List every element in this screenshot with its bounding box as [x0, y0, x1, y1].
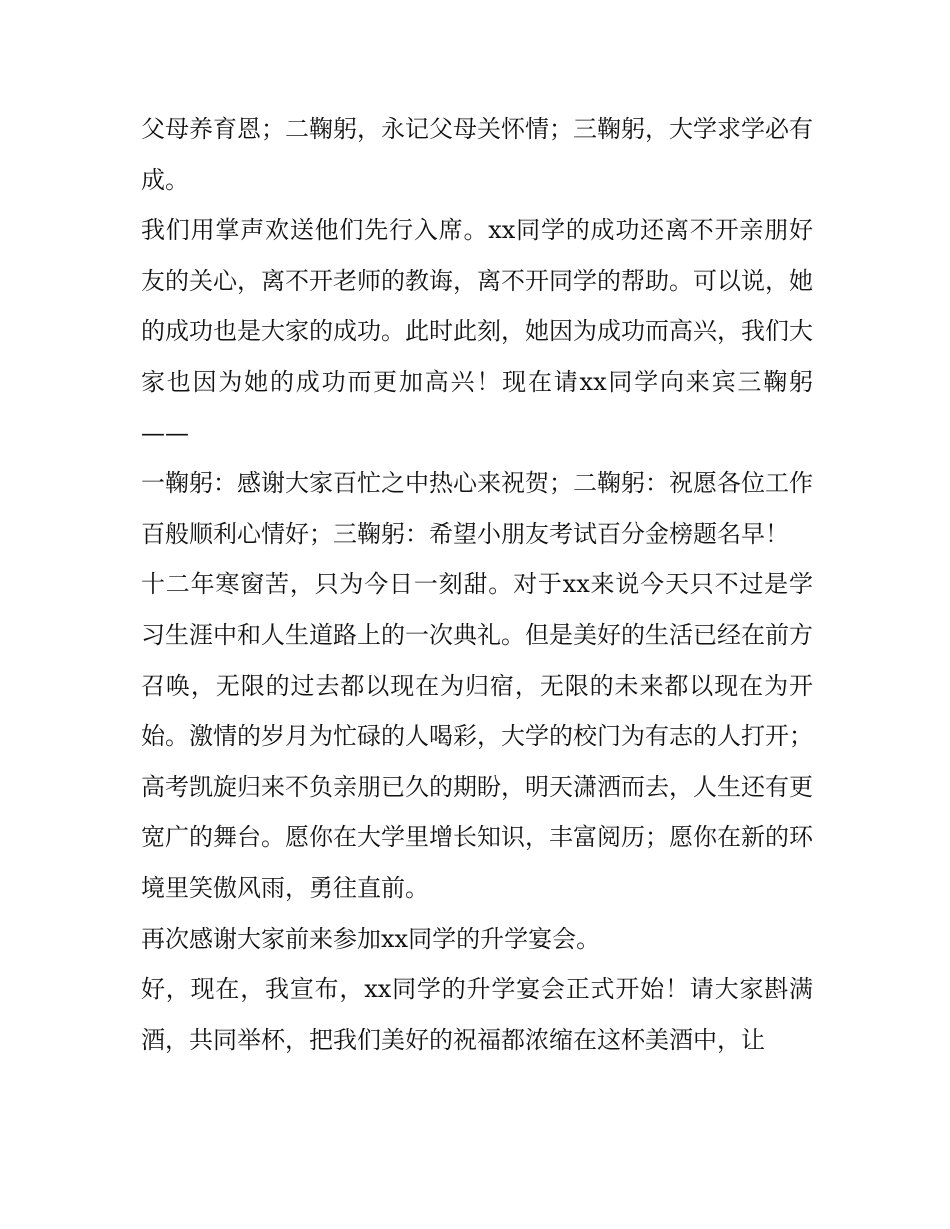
paragraph-4: 十二年寒窗苦，只为今日一刻甜。对于xx来说今天只不过是学习生涯中和人生道路上的一次典礼。但是美好的生活已经在前方召唤，无限的过去都以现在为归宿，无限的未来都以现在为开始。激情的岁月为忙碌的人喝彩，大学的校门为有志的人打开；高考凯旋归来不负亲朋已久的期盼，明天潇洒而去，人生还有更宽广的舞台。愿你在大学里增长知识，丰富阅历；愿你在新的环境里笑傲风雨，勇往直前。 — [141, 570, 813, 902]
paragraph-5: 再次感谢大家前来参加xx同学的升学宴会。 — [141, 924, 601, 953]
paragraph-3: 一鞠躬：感谢大家百忙之中热心来祝贺；二鞠躬：祝愿各位工作百般顺利心情好；三鞠躬：希望小朋友考试百分金榜题名早！ — [141, 469, 813, 548]
paragraph-2: 我们用掌声欢送他们先行入席。xx同学的成功还离不开亲朋好友的关心，离不开老师的教诲，离不开同学的帮助。可以说，她的成功也是大家的成功。此时此刻，她因为成功而高兴，我们大家也因为她的成功而更加高兴！现在请xx同学向来宾三鞠躬—— — [141, 216, 813, 447]
document-body — [141, 104, 813, 1065]
paragraph-6: 好，现在，我宣布，xx同学的升学宴会正式开始！请大家斟满酒，共同举杯，把我们美好的祝福都浓缩在这杯美酒中，让 — [141, 975, 813, 1054]
paragraph-1: 父母养育恩；二鞠躬，永记父母关怀情；三鞠躬，大学求学必有成。 — [141, 115, 813, 194]
